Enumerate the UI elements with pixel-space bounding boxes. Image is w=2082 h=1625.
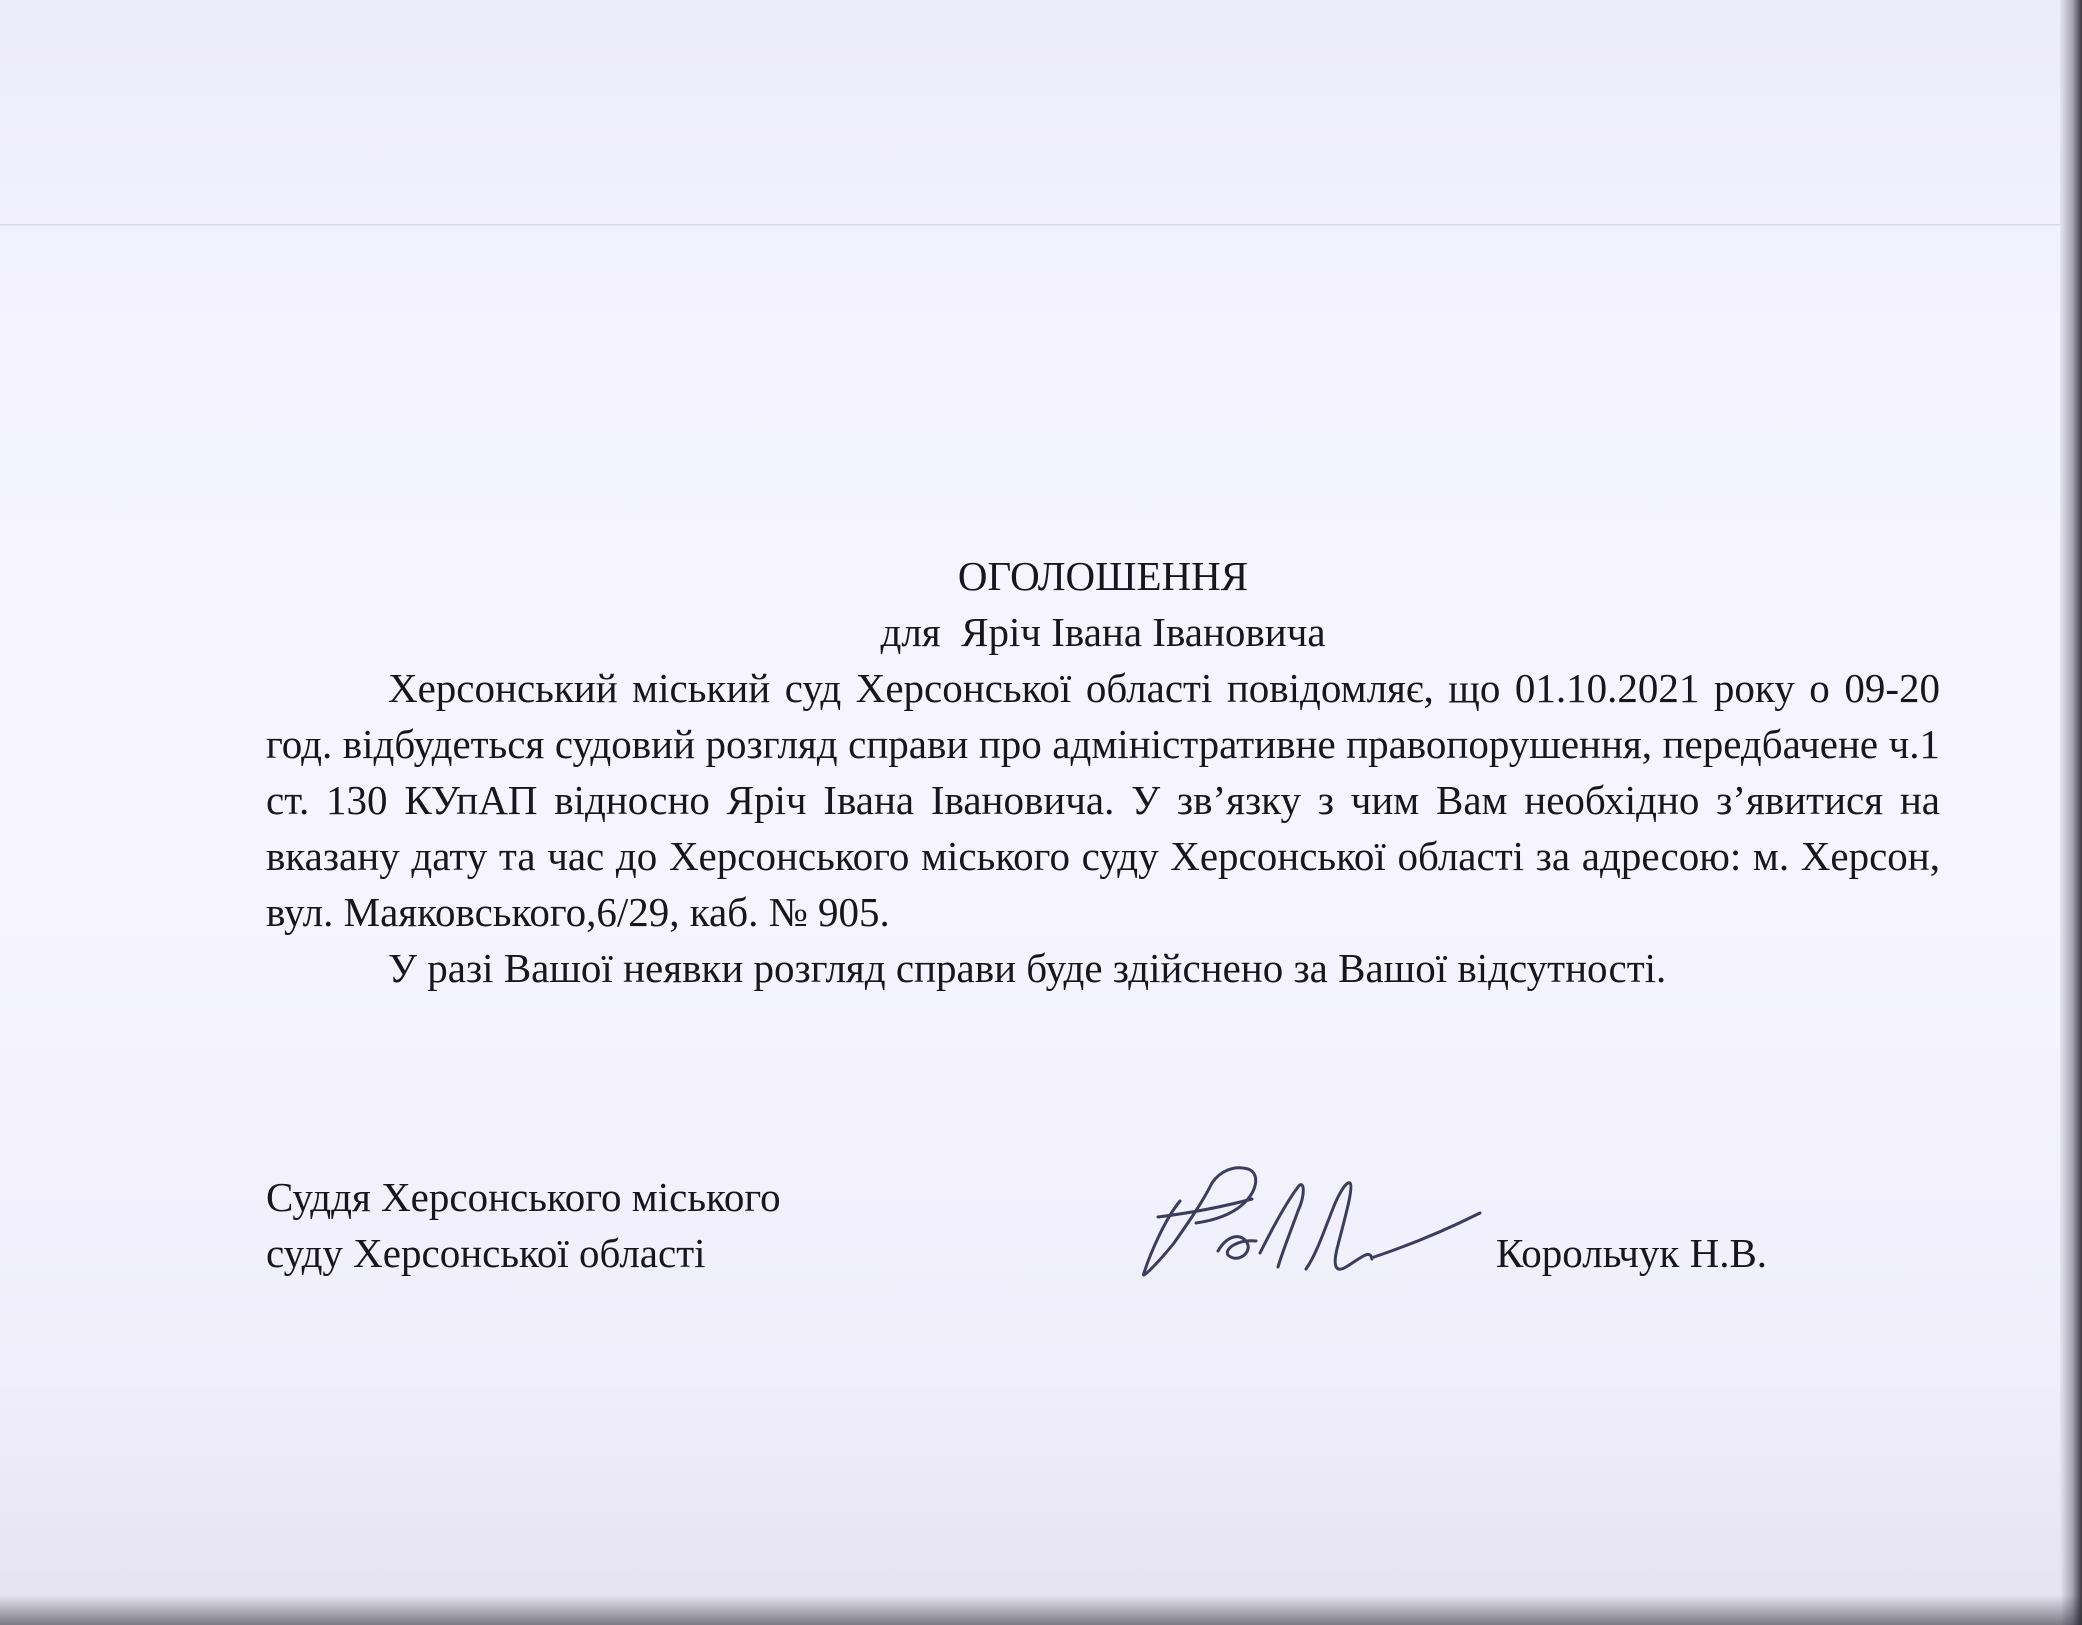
announcement-body [266, 548, 1940, 996]
paper-fold-line [0, 224, 2060, 227]
judge-position [266, 1169, 781, 1281]
document-title: ОГОЛОШЕННЯ [957, 553, 1249, 599]
absence-paragraph: У разі Вашої неявки розгляд справи буде здійснено за Вашої відсутності. [388, 945, 1667, 991]
paper-edge-shadow [2060, 0, 2082, 1625]
judge-position-line-1: Суддя Херсонського міського [266, 1174, 781, 1220]
paper-bottom-shadow [0, 1595, 2082, 1625]
signature-block [266, 1169, 1940, 1289]
judge-name: Корольчук Н.В. [1496, 1230, 1768, 1276]
notice-paragraph: Херсонський міський суд Херсонської області повідомляє, що 01.10.2021 року о 09-20 год. відбудеться судовий розгляд справи про адміністративне правопорушення, передбачене ч.1 ст. 130 КУпАП відносно Яріч Івана Івановича. У зв’язку з чим Вам необхідно з’явитися на вказану дату та час до Херсонського міського суду Херсонської області за адресою: м. Херсон, вул. Маяковського,6/29, каб. № 905. [266, 665, 1940, 935]
document-addressee: для Яріч Івана Івановича [880, 609, 1326, 655]
judge-position-line-2: суду Херсонської області [266, 1230, 706, 1276]
